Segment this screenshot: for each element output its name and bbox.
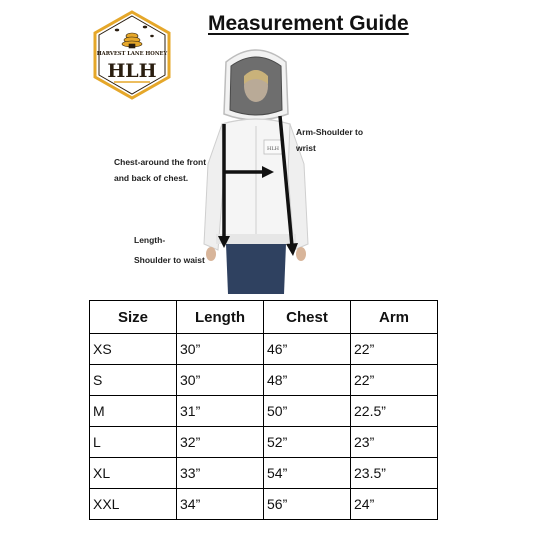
header-length: Length xyxy=(177,301,264,334)
page-title: Measurement Guide xyxy=(208,12,409,35)
brand-logo xyxy=(92,10,172,100)
table-header-row xyxy=(90,301,438,334)
cell-length: 30” xyxy=(177,365,264,396)
cell-size: XL xyxy=(90,458,177,489)
cell-size: XXL xyxy=(90,489,177,520)
table-row xyxy=(90,334,438,365)
table-row xyxy=(90,365,438,396)
table-row xyxy=(90,427,438,458)
cell-length: 32” xyxy=(177,427,264,458)
cell-size: M xyxy=(90,396,177,427)
cell-chest: 54” xyxy=(264,458,351,489)
cell-arm: 22” xyxy=(351,334,438,365)
cell-length: 34” xyxy=(177,489,264,520)
cell-length: 31” xyxy=(177,396,264,427)
cell-size: S xyxy=(90,365,177,396)
cell-chest: 50” xyxy=(264,396,351,427)
pocket-tag: HLH xyxy=(266,146,280,152)
header-arm: Arm xyxy=(351,301,438,334)
length-annotation-line1: Length- xyxy=(134,235,166,245)
brand-text: HARVEST LANE HONEY xyxy=(96,51,168,57)
arm-annotation: Arm-Shoulder to wrist xyxy=(296,127,364,153)
length-annotation xyxy=(134,232,224,272)
cell-size: XS xyxy=(90,334,177,365)
cell-arm: 22” xyxy=(351,365,438,396)
chest-annotation: Chest-around the front and back of chest. xyxy=(114,157,207,183)
cell-chest: 56” xyxy=(264,489,351,520)
cell-arm: 23.5” xyxy=(351,458,438,489)
header-size: Size xyxy=(90,301,177,334)
cell-arm: 22.5” xyxy=(351,396,438,427)
cell-chest: 48” xyxy=(264,365,351,396)
length-annotation-line2: Shoulder to waist xyxy=(134,255,205,265)
brand-monogram: HLH xyxy=(107,60,157,82)
size-chart-table xyxy=(89,300,438,520)
cell-arm: 24” xyxy=(351,489,438,520)
table-row xyxy=(90,489,438,520)
cell-length: 30” xyxy=(177,334,264,365)
table-row xyxy=(90,458,438,489)
cell-chest: 46” xyxy=(264,334,351,365)
cell-length: 33” xyxy=(177,458,264,489)
cell-chest: 52” xyxy=(264,427,351,458)
cell-size: L xyxy=(90,427,177,458)
table-row xyxy=(90,396,438,427)
header-chest: Chest xyxy=(264,301,351,334)
cell-arm: 23” xyxy=(351,427,438,458)
